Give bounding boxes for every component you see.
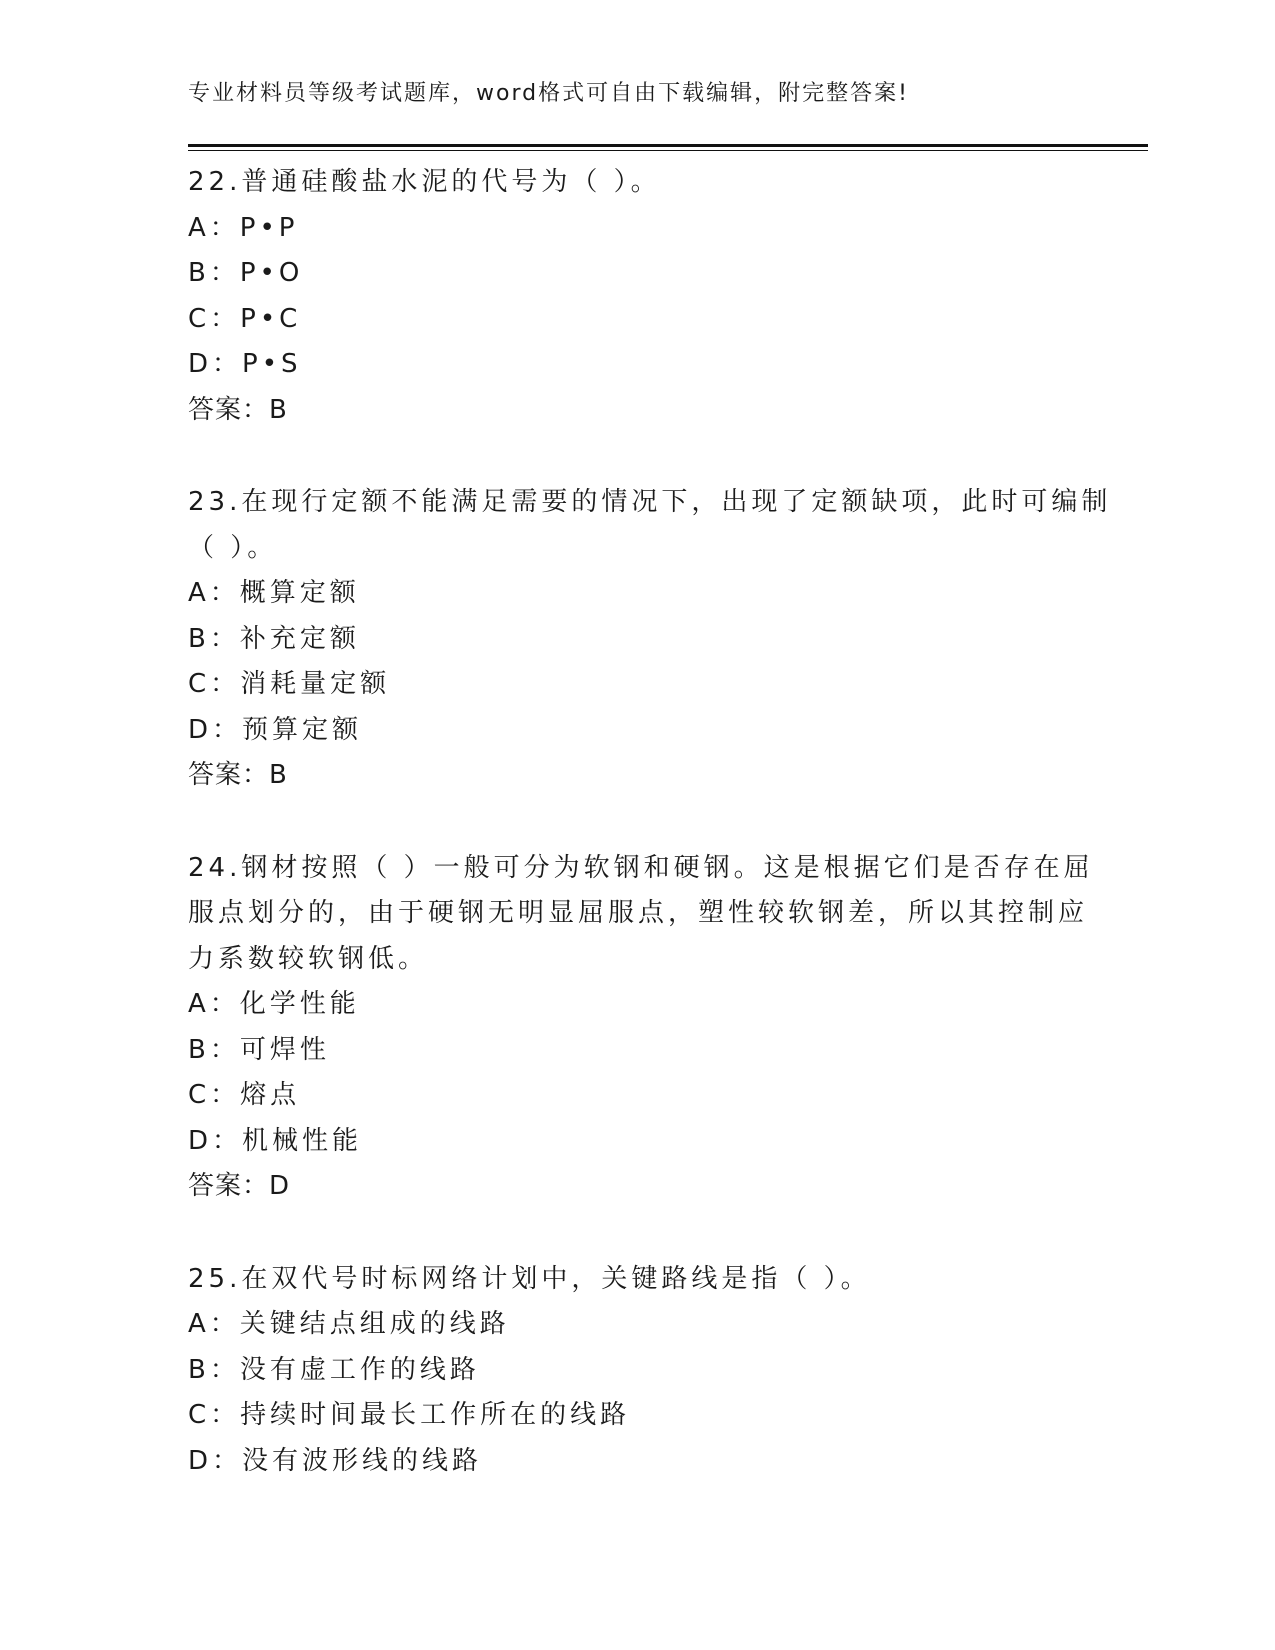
option-d: D：P•S	[188, 349, 302, 379]
option-c: C：消耗量定额	[188, 669, 391, 699]
answer-key: 答案：D	[188, 1171, 291, 1201]
option-a: A：概算定额	[188, 578, 360, 608]
question-stem-continued: 力系数较软钢低。	[188, 943, 429, 974]
document-page	[188, 0, 1148, 1650]
option-a: A：化学性能	[188, 989, 360, 1019]
option-c: C：熔点	[188, 1080, 301, 1110]
question-23	[188, 480, 1112, 799]
header-rule-thin	[188, 150, 1148, 151]
question-stem: 24.钢材按照（ ）一般可分为软钢和硬钢。这是根据它们是否存在屈	[188, 852, 1094, 883]
option-a: A：P•P	[188, 212, 299, 243]
question-stem: 23.在现行定额不能满足需要的情况下，出现了定额缺项，此时可编制	[188, 487, 1112, 517]
question-stem: 25.在双代号时标网络计划中，关键路线是指（ ）。	[188, 1263, 871, 1294]
question-stem-continued: 服点划分的，由于硬钢无明显屈服点，塑性较软钢差，所以其控制应	[188, 898, 1089, 928]
answer-key: 答案：B	[188, 760, 288, 790]
question-list	[188, 160, 1112, 1531]
header-rule-thick	[188, 144, 1148, 147]
option-a: A：关键结点组成的线路	[188, 1309, 510, 1339]
option-c: C：P•C	[188, 303, 302, 334]
question-25	[188, 1257, 1068, 1485]
option-d: D：预算定额	[188, 714, 363, 745]
option-b: B：没有虚工作的线路	[188, 1354, 480, 1385]
question-stem-continued: （ ）。	[188, 532, 278, 563]
option-c: C：持续时间最长工作所在的线路	[188, 1400, 631, 1430]
option-d: D：没有波形线的线路	[188, 1445, 483, 1476]
option-b: B：补充定额	[188, 623, 360, 654]
question-24	[188, 846, 1094, 1210]
question-22	[188, 160, 1068, 433]
option-b: B：可焊性	[188, 1034, 330, 1065]
question-stem: 22.普通硅酸盐水泥的代号为（ ）。	[188, 167, 661, 197]
page-header: 专业材料员等级考试题库，word格式可自由下载编辑，附完整答案!	[188, 81, 909, 106]
answer-key: 答案：B	[188, 394, 288, 425]
option-b: B：P•O	[188, 258, 304, 288]
option-d: D：机械性能	[188, 1125, 363, 1156]
